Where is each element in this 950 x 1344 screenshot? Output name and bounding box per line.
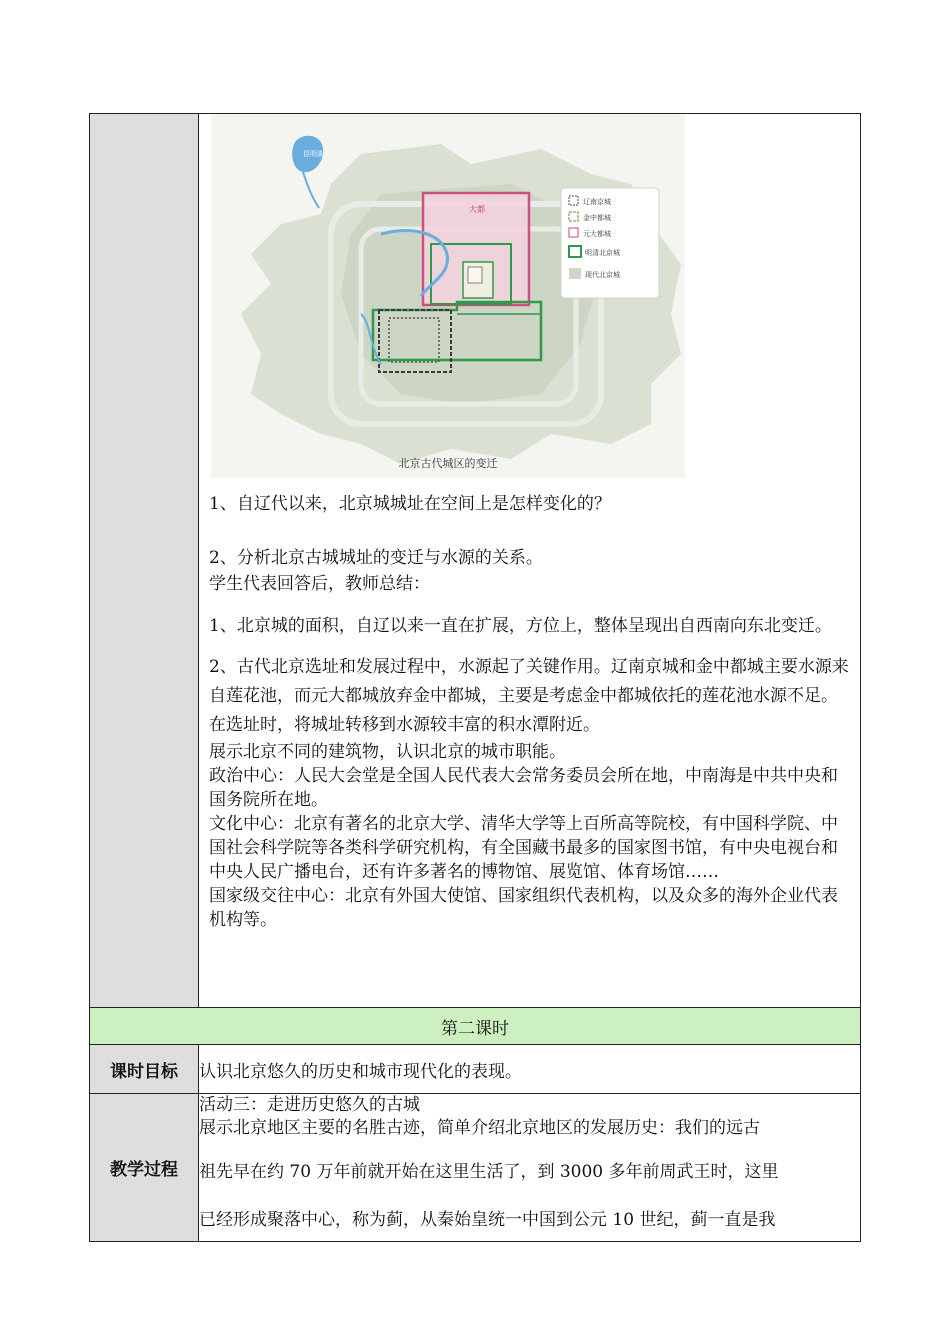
lesson-plan-table	[89, 113, 861, 1242]
teacher-summary-intro: 学生代表回答后，教师总结：	[209, 574, 430, 594]
legend-modern: 现代北京城	[585, 271, 620, 279]
international-center-text: 国家级交往中心：北京有外国大使馆、国家组织代表机构，以及众多的海外企业代表机构等。	[209, 886, 838, 930]
process-label: 教学过程	[90, 1094, 199, 1242]
cultural-center-text: 文化中心：北京有著名的北京大学、清华大学等上百所高等院校，有中国科学院、中国社会科学院等各类科学研究机构，有全国藏书最多的国家图书馆，有中央电视台和中央人民广播电台，还有许多著名的博物馆、展览馆、体育场馆……	[209, 814, 838, 882]
legend-ming-qing: 明清北京城	[585, 249, 620, 257]
answer-2: 2、古代北京选址和发展过程中，水源起了关键作用。辽南京城和金中都城主要水源来自莲花池，而元大都城放弃金中都城，主要是考虑金中都城依托的莲花池水源不足。在选址时，将城址转移到水源较丰富的积水潭附近。	[209, 657, 849, 735]
process-line-3: 已经形成聚落中心，称为蓟，从秦始皇统一中国到公元 10 世纪，蓟一直是我	[199, 1210, 776, 1230]
goal-text: 认识北京悠久的历史和城市现代化的表现。	[199, 1045, 861, 1094]
goal-label: 课时目标	[90, 1045, 199, 1094]
political-center-text: 政治中心：人民大会堂是全国人民代表大会常务委员会所在地，中南海是中共中央和国务院所在地。	[209, 766, 838, 810]
lake-label: 昆明湖	[303, 150, 324, 158]
process-line-1: 展示北京地区主要的名胜古迹，简单介绍北京地区的发展历史：我们的远古	[199, 1118, 760, 1138]
question-1: 1、自辽代以来，北京城城址在空间上是怎样变化的？	[209, 494, 611, 514]
process-content	[199, 1094, 861, 1242]
beijing-city-evolution-map	[211, 114, 685, 478]
map-caption: 北京古代城区的变迁	[398, 457, 498, 470]
left-column-cell	[90, 114, 199, 1008]
dadu-label: 大都	[469, 205, 485, 214]
content-cell	[199, 114, 861, 1008]
legend-jin: 金中都城	[583, 214, 611, 222]
answer-1: 1、北京城的面积，自辽以来一直在扩展，方位上，整体呈现出自西南向东北变迁。	[209, 616, 832, 636]
legend-liao: 辽南京城	[583, 198, 611, 206]
beijing-map-figure	[211, 114, 685, 478]
activity-3-title: 活动三：走进历史悠久的古城	[199, 1095, 420, 1115]
legend-yuan: 元大都城	[583, 230, 611, 238]
question-2: 2、分析北京古城城址的变迁与水源的关系。	[209, 548, 543, 568]
lesson-2-header: 第二课时	[90, 1008, 861, 1045]
city-function-intro: 展示北京不同的建筑物，认识北京的城市职能。	[209, 742, 566, 762]
process-line-2: 祖先早在约 70 万年前就开始在这里生活了，到 3000 多年前周武王时，这里	[199, 1162, 779, 1182]
